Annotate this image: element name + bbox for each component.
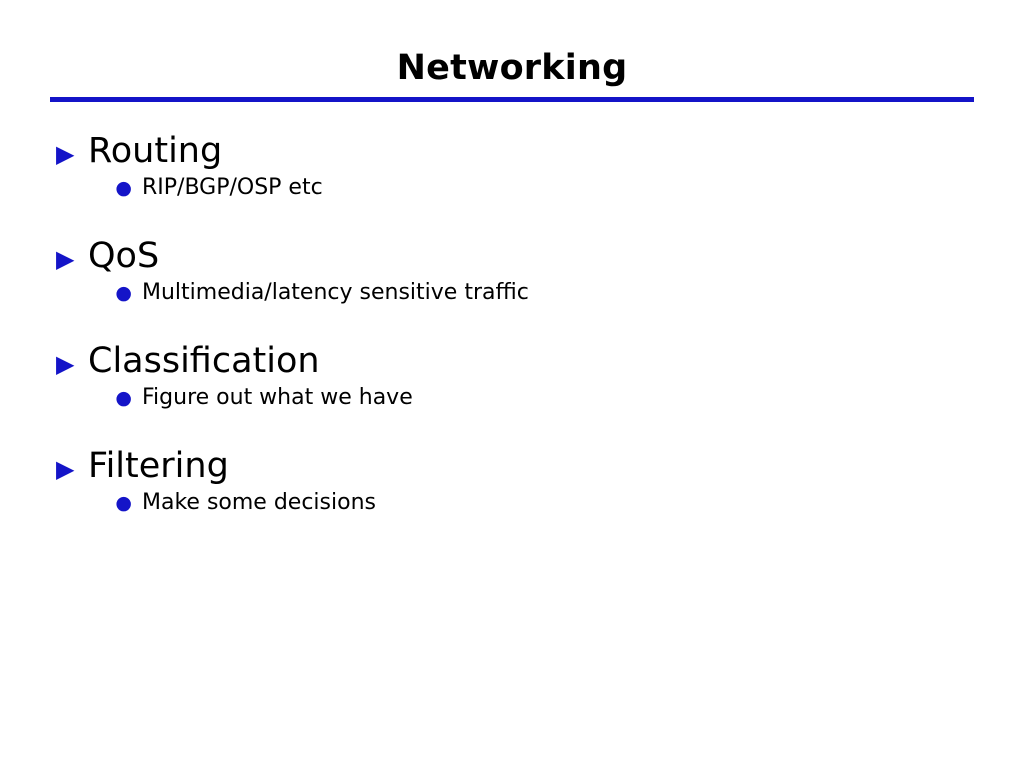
bullet-level2-label: Make some decisions [142,489,376,515]
triangle-right-icon: ▶ [56,454,75,483]
bullet-level2 [50,491,980,515]
bullet-group-qos [50,235,980,305]
bullet-level1 [50,133,980,170]
triangle-right-icon: ▶ [56,244,75,273]
title-divider [50,97,974,102]
slide-body [50,133,980,515]
bullet-level1 [50,235,980,276]
bullet-group-routing [50,133,980,200]
bullet-level1-label: QoS [88,235,160,276]
page-title: Networking [396,48,628,88]
bullet-level1-label: Routing [88,131,223,171]
bullet-level1 [50,445,980,486]
bullet-level2-label: RIP/BGP/OSP etc [142,174,323,200]
triangle-right-icon: ▶ [56,140,75,168]
bullet-level2 [50,176,980,200]
bullet-level2-label: Figure out what we have [142,384,413,410]
dot-bullet-icon: ● [115,176,132,199]
dot-bullet-icon: ● [115,386,132,409]
dot-bullet-icon: ● [115,281,132,304]
dot-bullet-icon: ● [115,491,132,514]
bullet-level1 [50,340,980,381]
triangle-right-icon: ▶ [56,349,75,378]
bullet-group-classification [50,340,980,410]
bullet-level2-label: Multimedia/latency sensitive traffic [142,279,529,305]
bullet-level2 [50,386,980,410]
bullet-level1-label: Classification [88,340,320,381]
bullet-group-filtering [50,445,980,515]
bullet-level1-label: Filtering [88,445,229,486]
bullet-level2 [50,281,980,305]
